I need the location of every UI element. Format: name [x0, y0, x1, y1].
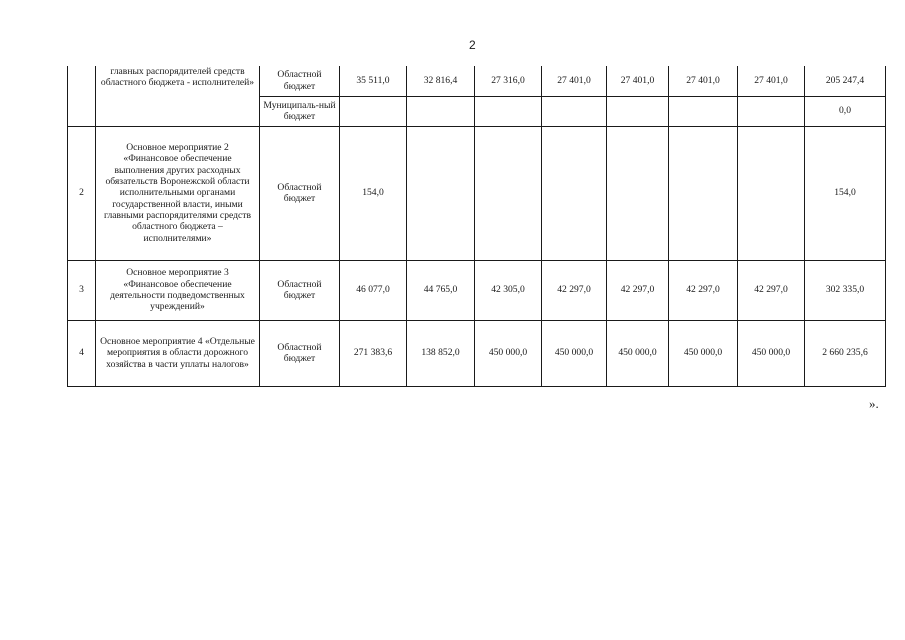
year-value: 450 000,0 [607, 320, 669, 386]
table-row [68, 126, 886, 260]
budget-type: Областной бюджет [260, 260, 340, 320]
budget-type: Областной бюджет [260, 320, 340, 386]
budget-type: Муниципаль-ный бюджет [260, 96, 340, 126]
year-value [738, 126, 805, 260]
year-value: 35 511,0 [340, 66, 407, 96]
budget-type: Областной бюджет [260, 66, 340, 96]
total-value: 154,0 [805, 126, 886, 260]
year-value [738, 96, 805, 126]
year-value: 27 316,0 [475, 66, 542, 96]
year-value: 450 000,0 [738, 320, 805, 386]
year-value: 450 000,0 [542, 320, 607, 386]
table-row [68, 66, 886, 96]
event-description: Основное мероприятие 4 «Отдельные мероприятия в области дорожного хозяйства в части уплаты налогов» [96, 320, 260, 386]
year-value [407, 126, 475, 260]
page-number: 2 [469, 38, 476, 52]
year-value [475, 126, 542, 260]
year-value: 271 383,6 [340, 320, 407, 386]
year-value [669, 126, 738, 260]
closing-quote: ». [869, 396, 879, 411]
row-number: 2 [68, 126, 96, 260]
total-value: 205 247,4 [805, 66, 886, 96]
year-value: 27 401,0 [607, 66, 669, 96]
total-value: 0,0 [805, 96, 886, 126]
year-value: 32 816,4 [407, 66, 475, 96]
year-value [607, 126, 669, 260]
year-value [669, 96, 738, 126]
year-value [607, 96, 669, 126]
row-number: 4 [68, 320, 96, 386]
total-value: 2 660 235,6 [805, 320, 886, 386]
year-value [475, 96, 542, 126]
year-value: 450 000,0 [475, 320, 542, 386]
event-description: главных распорядителей средств областного бюджета - исполнителей» [96, 66, 260, 126]
table-row [68, 260, 886, 320]
year-value: 42 297,0 [738, 260, 805, 320]
year-value: 42 297,0 [669, 260, 738, 320]
budget-type: Областной бюджет [260, 126, 340, 260]
row-number [68, 66, 96, 126]
year-value: 138 852,0 [407, 320, 475, 386]
year-value: 450 000,0 [669, 320, 738, 386]
total-value: 302 335,0 [805, 260, 886, 320]
year-value [340, 96, 407, 126]
year-value [542, 126, 607, 260]
year-value: 46 077,0 [340, 260, 407, 320]
budget-table [67, 66, 886, 387]
year-value: 42 297,0 [542, 260, 607, 320]
event-description: Основное мероприятие 2 «Финансовое обеспечение выполнения других расходных обязательств Воронежской области исполнительными органами государственной власти, иными главными распорядителями средств областного бюджета – исполнителями» [96, 126, 260, 260]
table-row [68, 320, 886, 386]
year-value [542, 96, 607, 126]
year-value: 27 401,0 [738, 66, 805, 96]
year-value: 27 401,0 [542, 66, 607, 96]
row-number: 3 [68, 260, 96, 320]
year-value: 42 297,0 [607, 260, 669, 320]
year-value: 154,0 [340, 126, 407, 260]
event-description: Основное мероприятие 3 «Финансовое обеспечение деятельности подведомственных учреждений» [96, 260, 260, 320]
year-value: 42 305,0 [475, 260, 542, 320]
year-value: 44 765,0 [407, 260, 475, 320]
year-value: 27 401,0 [669, 66, 738, 96]
year-value [407, 96, 475, 126]
